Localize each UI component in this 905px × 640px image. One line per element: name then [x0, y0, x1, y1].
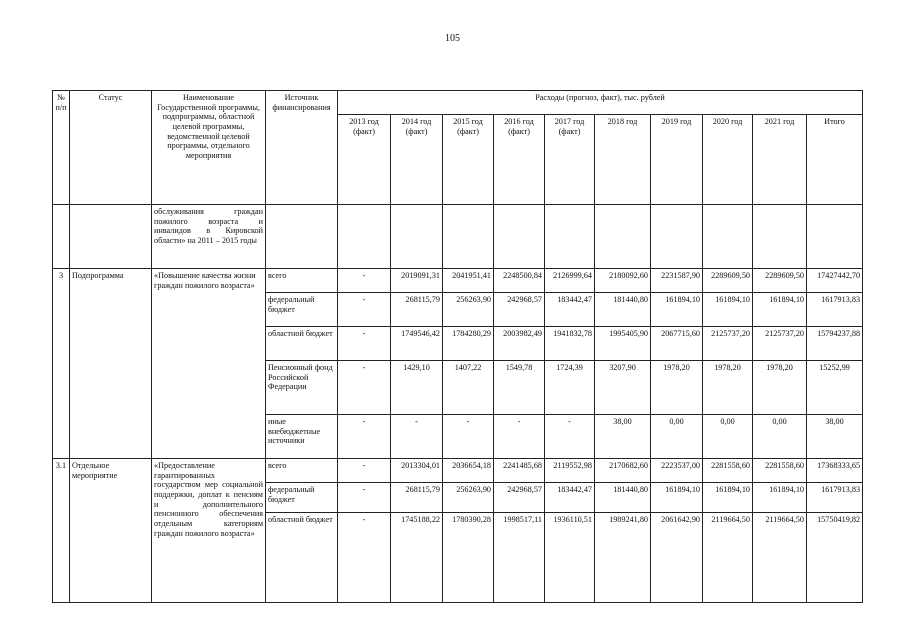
value-cell: 38,00 — [595, 415, 651, 459]
year-header: 2013 год (факт) — [338, 115, 391, 205]
value-cell: 1749546,42 — [391, 327, 443, 361]
value-cell: - — [338, 459, 391, 483]
value-cell: 1989241,80 — [595, 513, 651, 603]
value-cell: 0,00 — [651, 415, 703, 459]
value-cell: 1978,20 — [703, 361, 753, 415]
year-header: 2021 год — [753, 115, 807, 205]
empty-cell — [753, 205, 807, 269]
header-expenses: Расходы (прогноз, факт), тыс. рублей — [338, 91, 863, 115]
value-cell: 268115,79 — [391, 483, 443, 513]
year-header: 2015 год (факт) — [443, 115, 494, 205]
value-cell: 17368333,65 — [807, 459, 863, 483]
value-cell: 2289609,50 — [703, 269, 753, 293]
value-cell: 15794237,88 — [807, 327, 863, 361]
row-source: Пенсионный фонд Российской Федерации — [266, 361, 338, 415]
value-cell: - — [338, 361, 391, 415]
empty-cell — [807, 205, 863, 269]
value-cell: 1724,39 — [545, 361, 595, 415]
value-cell: 2125737,20 — [753, 327, 807, 361]
value-cell: 2289609,50 — [753, 269, 807, 293]
row-num — [53, 205, 70, 269]
value-cell: 2003982,49 — [494, 327, 545, 361]
header-num: № п/п — [53, 91, 70, 205]
header-status: Статус — [70, 91, 152, 205]
value-cell: 2231587,90 — [651, 269, 703, 293]
year-header: 2020 год — [703, 115, 753, 205]
value-cell: 2119552,98 — [545, 459, 595, 483]
value-cell: 2223537,00 — [651, 459, 703, 483]
value-cell: 2041951,41 — [443, 269, 494, 293]
row-source: областной бюджет — [266, 513, 338, 603]
value-cell: 161894,10 — [651, 293, 703, 327]
value-cell: 1978,20 — [753, 361, 807, 415]
empty-cell — [703, 205, 753, 269]
empty-cell — [443, 205, 494, 269]
row-source: областной бюджет — [266, 327, 338, 361]
value-cell: 2019091,31 — [391, 269, 443, 293]
value-cell: 1978,20 — [651, 361, 703, 415]
value-cell: 1617913,83 — [807, 293, 863, 327]
value-cell: 1407,22 — [443, 361, 494, 415]
empty-cell — [494, 205, 545, 269]
value-cell: 38,00 — [807, 415, 863, 459]
value-cell: 15252,99 — [807, 361, 863, 415]
value-cell: 1780390,28 — [443, 513, 494, 603]
empty-cell — [651, 205, 703, 269]
year-header: 2017 год (факт) — [545, 115, 595, 205]
value-cell: 2126999,64 — [545, 269, 595, 293]
value-cell: 2281558,60 — [753, 459, 807, 483]
value-cell: 1429,10 — [391, 361, 443, 415]
empty-cell — [266, 205, 338, 269]
value-cell: 2248500,84 — [494, 269, 545, 293]
row-status: Подпрограмма — [70, 269, 152, 459]
value-cell: 1617913,83 — [807, 483, 863, 513]
year-header: 2019 год — [651, 115, 703, 205]
empty-cell — [338, 205, 391, 269]
value-cell: 2281558,60 — [703, 459, 753, 483]
value-cell: - — [338, 415, 391, 459]
value-cell: 2067715,60 — [651, 327, 703, 361]
value-cell: - — [338, 269, 391, 293]
value-cell: 0,00 — [703, 415, 753, 459]
value-cell: 2119664,50 — [753, 513, 807, 603]
budget-table — [52, 90, 863, 603]
value-cell: 3207,90 — [595, 361, 651, 415]
row-name: «Повышение качества жизни граждан пожилого возраста» — [152, 269, 266, 459]
row-source: всего — [266, 459, 338, 483]
value-cell: 242968,57 — [494, 293, 545, 327]
row-num: 3 — [53, 269, 70, 459]
value-cell: 1995405,90 — [595, 327, 651, 361]
empty-cell — [545, 205, 595, 269]
value-cell: 181440,80 — [595, 483, 651, 513]
row-name: «Предоставление гарантированных государством мер социальной поддержки, доплат к пенсиям и дополнительного пенсионного обеспечения отдельным категориям граждан пожилого возраста» — [152, 459, 266, 603]
value-cell: 2241485,68 — [494, 459, 545, 483]
value-cell: 0,00 — [753, 415, 807, 459]
value-cell: 2061642,90 — [651, 513, 703, 603]
row-source: федеральный бюджет — [266, 293, 338, 327]
value-cell: 161894,10 — [703, 483, 753, 513]
page-number: 105 — [445, 33, 460, 44]
value-cell: 2119664,50 — [703, 513, 753, 603]
value-cell: 17427442,70 — [807, 269, 863, 293]
value-cell: - — [338, 293, 391, 327]
value-cell: - — [338, 483, 391, 513]
value-cell: 1936110,51 — [545, 513, 595, 603]
row-source: всего — [266, 269, 338, 293]
value-cell: 1784280,29 — [443, 327, 494, 361]
value-cell: - — [391, 415, 443, 459]
table-row — [53, 459, 863, 483]
row-source: иные внебюджетные источники — [266, 415, 338, 459]
value-cell: 2170682,60 — [595, 459, 651, 483]
value-cell: - — [443, 415, 494, 459]
year-header: Итого — [807, 115, 863, 205]
value-cell: 2180092,60 — [595, 269, 651, 293]
value-cell: 256263,90 — [443, 483, 494, 513]
row-source: федеральный бюджет — [266, 483, 338, 513]
value-cell: 268115,79 — [391, 293, 443, 327]
value-cell: 161894,10 — [753, 293, 807, 327]
value-cell: 1941832,78 — [545, 327, 595, 361]
row-status: Отдельное мероприятие — [70, 459, 152, 603]
row-name: обслуживания граждан пожилого возраста и инвалидов в Кировской области» на 2011 – 2015 годы — [152, 205, 266, 269]
table-row — [53, 269, 863, 293]
year-header: 2016 год (факт) — [494, 115, 545, 205]
value-cell: 161894,10 — [753, 483, 807, 513]
empty-cell — [595, 205, 651, 269]
empty-cell — [391, 205, 443, 269]
year-header: 2018 год — [595, 115, 651, 205]
value-cell: - — [338, 327, 391, 361]
table-row-continuation — [53, 205, 863, 269]
row-status — [70, 205, 152, 269]
value-cell: 181440,80 — [595, 293, 651, 327]
value-cell: 15750419,82 — [807, 513, 863, 603]
table-header-row — [53, 91, 863, 115]
row-num: 3.1 — [53, 459, 70, 603]
value-cell: 2013304,01 — [391, 459, 443, 483]
year-header: 2014 год (факт) — [391, 115, 443, 205]
value-cell: 1549,78 — [494, 361, 545, 415]
value-cell: 161894,10 — [651, 483, 703, 513]
value-cell: 1745188,22 — [391, 513, 443, 603]
value-cell: - — [545, 415, 595, 459]
header-name: Наименование Государственной программы, подпрограммы, областной целевой программы, ведомственной целевой программы, отдельного мероприятия — [152, 91, 266, 205]
value-cell: - — [338, 513, 391, 603]
value-cell: 183442,47 — [545, 483, 595, 513]
value-cell: - — [494, 415, 545, 459]
value-cell: 1998517,11 — [494, 513, 545, 603]
value-cell: 242968,57 — [494, 483, 545, 513]
value-cell: 2036654,18 — [443, 459, 494, 483]
value-cell: 256263,90 — [443, 293, 494, 327]
header-source: Источник финансирования — [266, 91, 338, 205]
value-cell: 183442,47 — [545, 293, 595, 327]
value-cell: 2125737,20 — [703, 327, 753, 361]
value-cell: 161894,10 — [703, 293, 753, 327]
